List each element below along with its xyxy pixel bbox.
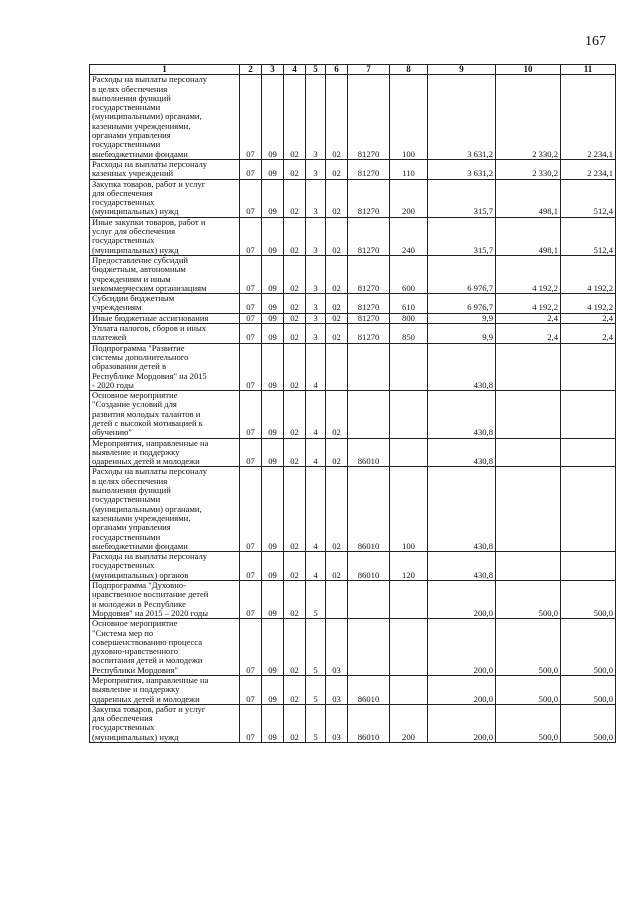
column-header: 2: [240, 65, 262, 75]
cell-col-5: 4: [306, 438, 326, 467]
cell-col-9: 430,8: [428, 391, 496, 438]
table-row: [90, 704, 616, 742]
cell-col-6: [326, 581, 348, 619]
cell-col-3: 09: [262, 159, 284, 179]
cell-col-5: 4: [306, 343, 326, 390]
cell-col-7: 81270: [348, 313, 390, 323]
cell-col-7: [348, 581, 390, 619]
cell-col-11: 512,4: [561, 217, 616, 255]
table-header-row: [90, 65, 616, 75]
cell-col-6: 02: [326, 75, 348, 160]
column-header: 10: [496, 65, 561, 75]
cell-col-5: 3: [306, 294, 326, 314]
cell-col-9: 315,7: [428, 179, 496, 217]
cell-col-5: 3: [306, 179, 326, 217]
cell-col-3: 09: [262, 75, 284, 160]
cell-col-9: 430,8: [428, 467, 496, 552]
cell-col-7: [348, 619, 390, 676]
cell-col-11: [561, 391, 616, 438]
cell-col-2: 07: [240, 179, 262, 217]
cell-col-5: 3: [306, 324, 326, 344]
cell-col-7: 81270: [348, 294, 390, 314]
cell-col-9: 200,0: [428, 619, 496, 676]
cell-col-3: 09: [262, 552, 284, 581]
cell-col-5: 4: [306, 467, 326, 552]
cell-col-4: 02: [284, 217, 306, 255]
cell-col-5: 4: [306, 552, 326, 581]
table-row: [90, 438, 616, 467]
cell-col-8: [390, 343, 428, 390]
cell-col-4: 02: [284, 313, 306, 323]
cell-col-6: 02: [326, 552, 348, 581]
cell-col-10: 500,0: [496, 704, 561, 742]
row-name-cell: Подпрограмма "Духовно- нравственное воспитание детей и молодежи в Республике Мордовия" на 2015 – 2020 годы: [90, 581, 240, 619]
cell-col-9: 430,8: [428, 438, 496, 467]
cell-col-3: 09: [262, 438, 284, 467]
cell-col-8: [390, 619, 428, 676]
cell-col-6: 02: [326, 217, 348, 255]
column-header: 1: [90, 65, 240, 75]
column-header: 9: [428, 65, 496, 75]
table-row: [90, 343, 616, 390]
cell-col-2: 07: [240, 676, 262, 705]
cell-col-2: 07: [240, 217, 262, 255]
cell-col-10: 2 330,2: [496, 75, 561, 160]
cell-col-9: 6 976,7: [428, 294, 496, 314]
cell-col-4: 02: [284, 704, 306, 742]
table-row: [90, 467, 616, 552]
cell-col-5: 4: [306, 391, 326, 438]
cell-col-4: 02: [284, 552, 306, 581]
cell-col-6: 02: [326, 467, 348, 552]
cell-col-2: 07: [240, 324, 262, 344]
cell-col-8: 110: [390, 159, 428, 179]
cell-col-5: 5: [306, 619, 326, 676]
cell-col-5: 3: [306, 217, 326, 255]
column-header: 7: [348, 65, 390, 75]
cell-col-6: 02: [326, 159, 348, 179]
cell-col-2: 07: [240, 75, 262, 160]
cell-col-8: 200: [390, 179, 428, 217]
cell-col-9: 430,8: [428, 552, 496, 581]
cell-col-6: [326, 343, 348, 390]
cell-col-11: 500,0: [561, 676, 616, 705]
cell-col-6: 03: [326, 704, 348, 742]
cell-col-6: 02: [326, 255, 348, 293]
cell-col-11: 500,0: [561, 704, 616, 742]
cell-col-9: 200,0: [428, 581, 496, 619]
cell-col-7: 81270: [348, 255, 390, 293]
cell-col-4: 02: [284, 438, 306, 467]
cell-col-10: [496, 391, 561, 438]
cell-col-8: 800: [390, 313, 428, 323]
row-name-cell: Иные закупки товаров, работ и услуг для обеспечения государственных (муниципальных) нужд: [90, 217, 240, 255]
cell-col-4: 02: [284, 676, 306, 705]
cell-col-9: 3 631,2: [428, 75, 496, 160]
cell-col-7: 81270: [348, 179, 390, 217]
cell-col-10: 4 192,2: [496, 255, 561, 293]
cell-col-2: 07: [240, 438, 262, 467]
table-row: [90, 552, 616, 581]
cell-col-4: 02: [284, 324, 306, 344]
cell-col-3: 09: [262, 313, 284, 323]
row-name-cell: Иные бюджетные ассигнования: [90, 313, 240, 323]
cell-col-4: 02: [284, 179, 306, 217]
table-row: [90, 391, 616, 438]
cell-col-2: 07: [240, 343, 262, 390]
cell-col-11: 2,4: [561, 313, 616, 323]
cell-col-3: 09: [262, 217, 284, 255]
table-row: [90, 324, 616, 344]
cell-col-9: 430,8: [428, 343, 496, 390]
row-name-cell: Основное мероприятие "Система мер по совершенствованию процесса духовно-нравственного воспитания детей и молодежи Республики Мордовия": [90, 619, 240, 676]
cell-col-4: 02: [284, 391, 306, 438]
cell-col-3: 09: [262, 179, 284, 217]
cell-col-11: 4 192,2: [561, 294, 616, 314]
cell-col-5: 5: [306, 581, 326, 619]
cell-col-10: [496, 343, 561, 390]
cell-col-11: [561, 467, 616, 552]
cell-col-7: 86010: [348, 676, 390, 705]
column-header: 6: [326, 65, 348, 75]
cell-col-5: 3: [306, 75, 326, 160]
cell-col-10: 2,4: [496, 313, 561, 323]
table-row: [90, 217, 616, 255]
cell-col-7: 86010: [348, 438, 390, 467]
cell-col-3: 09: [262, 467, 284, 552]
cell-col-3: 09: [262, 676, 284, 705]
cell-col-11: 4 192,2: [561, 255, 616, 293]
cell-col-2: 07: [240, 581, 262, 619]
cell-col-7: 86010: [348, 467, 390, 552]
cell-col-8: [390, 438, 428, 467]
cell-col-7: 81270: [348, 217, 390, 255]
budget-table: [89, 64, 616, 743]
cell-col-5: 5: [306, 676, 326, 705]
cell-col-8: 200: [390, 704, 428, 742]
cell-col-8: [390, 581, 428, 619]
cell-col-11: 500,0: [561, 619, 616, 676]
cell-col-10: 4 192,2: [496, 294, 561, 314]
cell-col-11: 2,4: [561, 324, 616, 344]
row-name-cell: Уплата налогов, сборов и иных платежей: [90, 324, 240, 344]
cell-col-11: [561, 438, 616, 467]
cell-col-11: 512,4: [561, 179, 616, 217]
cell-col-10: 2 330,2: [496, 159, 561, 179]
cell-col-2: 07: [240, 619, 262, 676]
row-name-cell: Расходы на выплаты персоналу казенных учреждений: [90, 159, 240, 179]
cell-col-10: 498,1: [496, 179, 561, 217]
table-row: [90, 619, 616, 676]
row-name-cell: Подпрограмма "Развитие системы дополнительного образования детей в Республике Мордовия" на 2015 - 2020 годы: [90, 343, 240, 390]
column-header: 5: [306, 65, 326, 75]
cell-col-3: 09: [262, 619, 284, 676]
cell-col-8: 610: [390, 294, 428, 314]
row-name-cell: Основное мероприятие "Создание условий для развития молодых талантов и детей с высокой мотивацией к обучению": [90, 391, 240, 438]
cell-col-7: 81270: [348, 324, 390, 344]
cell-col-8: 120: [390, 552, 428, 581]
row-name-cell: Субсидии бюджетным учреждениям: [90, 294, 240, 314]
cell-col-3: 09: [262, 255, 284, 293]
cell-col-11: 500,0: [561, 581, 616, 619]
cell-col-6: 02: [326, 294, 348, 314]
cell-col-2: 07: [240, 704, 262, 742]
table-row: [90, 294, 616, 314]
cell-col-5: 3: [306, 255, 326, 293]
table-row: [90, 581, 616, 619]
column-header: 8: [390, 65, 428, 75]
cell-col-2: 07: [240, 391, 262, 438]
table-row: [90, 313, 616, 323]
row-name-cell: Расходы на выплаты персоналу в целях обеспечения выполнения функций государственными (муниципальными) органами, казенными учреждениями, органами управления государственными внебюджетными фондами: [90, 75, 240, 160]
cell-col-9: 200,0: [428, 704, 496, 742]
cell-col-6: 02: [326, 438, 348, 467]
cell-col-2: 07: [240, 159, 262, 179]
cell-col-6: 02: [326, 313, 348, 323]
row-name-cell: Предоставление субсидий бюджетным, автономным учреждениям и иным некоммерческим организациям: [90, 255, 240, 293]
cell-col-3: 09: [262, 324, 284, 344]
row-name-cell: Мероприятия, направленные на выявление и поддержку одаренных детей и молодежи: [90, 676, 240, 705]
table-row: [90, 676, 616, 705]
cell-col-5: 3: [306, 313, 326, 323]
cell-col-7: [348, 391, 390, 438]
cell-col-6: 02: [326, 391, 348, 438]
cell-col-2: 07: [240, 552, 262, 581]
row-name-cell: Закупка товаров, работ и услуг для обеспечения государственных (муниципальных) нужд: [90, 179, 240, 217]
cell-col-4: 02: [284, 581, 306, 619]
cell-col-10: 500,0: [496, 676, 561, 705]
cell-col-3: 09: [262, 704, 284, 742]
cell-col-6: 03: [326, 619, 348, 676]
cell-col-4: 02: [284, 294, 306, 314]
cell-col-4: 02: [284, 255, 306, 293]
cell-col-3: 09: [262, 294, 284, 314]
cell-col-2: 07: [240, 255, 262, 293]
cell-col-6: 02: [326, 179, 348, 217]
cell-col-9: 6 976,7: [428, 255, 496, 293]
cell-col-7: 81270: [348, 159, 390, 179]
cell-col-2: 07: [240, 467, 262, 552]
cell-col-3: 09: [262, 343, 284, 390]
row-name-cell: Расходы на выплаты персоналу государственных (муниципальных) органов: [90, 552, 240, 581]
cell-col-8: [390, 676, 428, 705]
row-name-cell: Мероприятия, направленные на выявление и поддержку одаренных детей и молодежи: [90, 438, 240, 467]
cell-col-8: [390, 391, 428, 438]
cell-col-10: 500,0: [496, 581, 561, 619]
cell-col-10: [496, 467, 561, 552]
table-body: [90, 75, 616, 743]
cell-col-5: 3: [306, 159, 326, 179]
column-header: 3: [262, 65, 284, 75]
cell-col-7: 81270: [348, 75, 390, 160]
cell-col-9: 9,9: [428, 313, 496, 323]
table-row: [90, 255, 616, 293]
cell-col-11: 2 234,1: [561, 75, 616, 160]
cell-col-6: 03: [326, 676, 348, 705]
cell-col-4: 02: [284, 343, 306, 390]
cell-col-2: 07: [240, 294, 262, 314]
cell-col-11: 2 234,1: [561, 159, 616, 179]
cell-col-6: 02: [326, 324, 348, 344]
cell-col-2: 07: [240, 313, 262, 323]
cell-col-4: 02: [284, 159, 306, 179]
cell-col-8: 100: [390, 467, 428, 552]
cell-col-9: 200,0: [428, 676, 496, 705]
cell-col-3: 09: [262, 391, 284, 438]
column-header: 4: [284, 65, 306, 75]
cell-col-7: 86010: [348, 704, 390, 742]
cell-col-9: 9,9: [428, 324, 496, 344]
cell-col-4: 02: [284, 467, 306, 552]
cell-col-8: 240: [390, 217, 428, 255]
row-name-cell: Расходы на выплаты персоналу в целях обеспечения выполнения функций государственными (муниципальными) органами, казенными учреждениями, органами управления государственными внебюджетными фондами: [90, 467, 240, 552]
cell-col-11: [561, 343, 616, 390]
cell-col-7: 86010: [348, 552, 390, 581]
cell-col-4: 02: [284, 75, 306, 160]
cell-col-8: 100: [390, 75, 428, 160]
page-number: 167: [585, 34, 606, 49]
table-row: [90, 75, 616, 160]
cell-col-3: 09: [262, 581, 284, 619]
row-name-cell: Закупка товаров, работ и услуг для обеспечения государственных (муниципальных) нужд: [90, 704, 240, 742]
cell-col-9: 3 631,2: [428, 159, 496, 179]
cell-col-10: [496, 438, 561, 467]
cell-col-7: [348, 343, 390, 390]
cell-col-9: 315,7: [428, 217, 496, 255]
cell-col-5: 5: [306, 704, 326, 742]
cell-col-8: 850: [390, 324, 428, 344]
cell-col-10: 2,4: [496, 324, 561, 344]
cell-col-11: [561, 552, 616, 581]
cell-col-4: 02: [284, 619, 306, 676]
cell-col-10: 500,0: [496, 619, 561, 676]
cell-col-10: [496, 552, 561, 581]
cell-col-10: 498,1: [496, 217, 561, 255]
cell-col-8: 600: [390, 255, 428, 293]
table-row: [90, 179, 616, 217]
table-row: [90, 159, 616, 179]
column-header: 11: [561, 65, 616, 75]
